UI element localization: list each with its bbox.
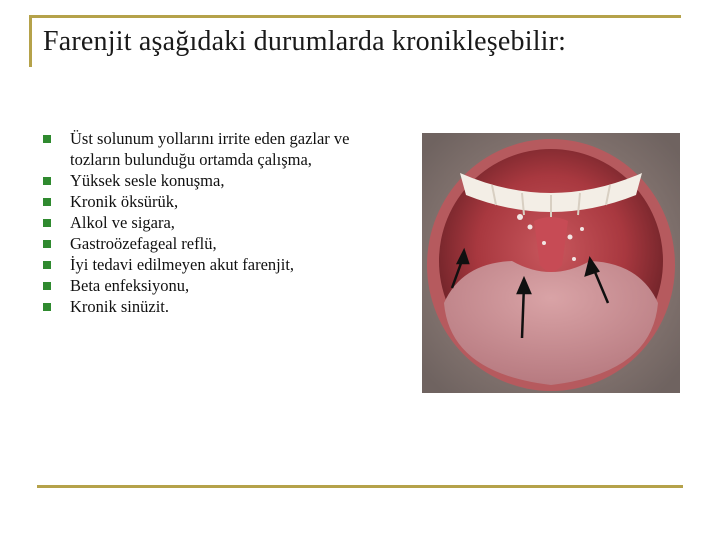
frame-bottom-rule <box>37 485 683 488</box>
list-item-text: Kronik sinüzit. <box>70 297 169 316</box>
frame-top-rule <box>29 15 681 18</box>
square-bullet-icon <box>43 135 51 143</box>
list-item-text: Üst solunum yollarını irrite eden gazlar ve tozların bulunduğu ortamda çalışma, <box>70 129 350 169</box>
throat-photo <box>422 133 680 393</box>
bullet-list <box>43 128 363 317</box>
list-item-text: Yüksek sesle konuşma, <box>70 171 225 190</box>
list-item <box>43 275 363 296</box>
square-bullet-icon <box>43 219 51 227</box>
square-bullet-icon <box>43 303 51 311</box>
throat-pharyngitis-icon <box>422 133 680 393</box>
list-item <box>43 254 363 275</box>
list-item <box>43 296 363 317</box>
list-item-text: Kronik öksürük, <box>70 192 179 211</box>
frame-left-rule <box>29 15 32 67</box>
list-item <box>43 191 363 212</box>
list-item-text: Alkol ve sigara, <box>70 213 175 232</box>
square-bullet-icon <box>43 198 51 206</box>
square-bullet-icon <box>43 261 51 269</box>
square-bullet-icon <box>43 240 51 248</box>
list-item <box>43 233 363 254</box>
list-item <box>43 170 363 191</box>
list-item <box>43 212 363 233</box>
list-item-text: Beta enfeksiyonu, <box>70 276 190 295</box>
list-item-text: Gastroözefageal reflü, <box>70 234 217 253</box>
slide-title: Farenjit aşağıdaki durumlarda kronikleşebilir: <box>43 26 567 57</box>
square-bullet-icon <box>43 177 51 185</box>
square-bullet-icon <box>43 282 51 290</box>
list-item <box>43 128 363 170</box>
list-item-text: İyi tedavi edilmeyen akut farenjit, <box>70 255 295 274</box>
